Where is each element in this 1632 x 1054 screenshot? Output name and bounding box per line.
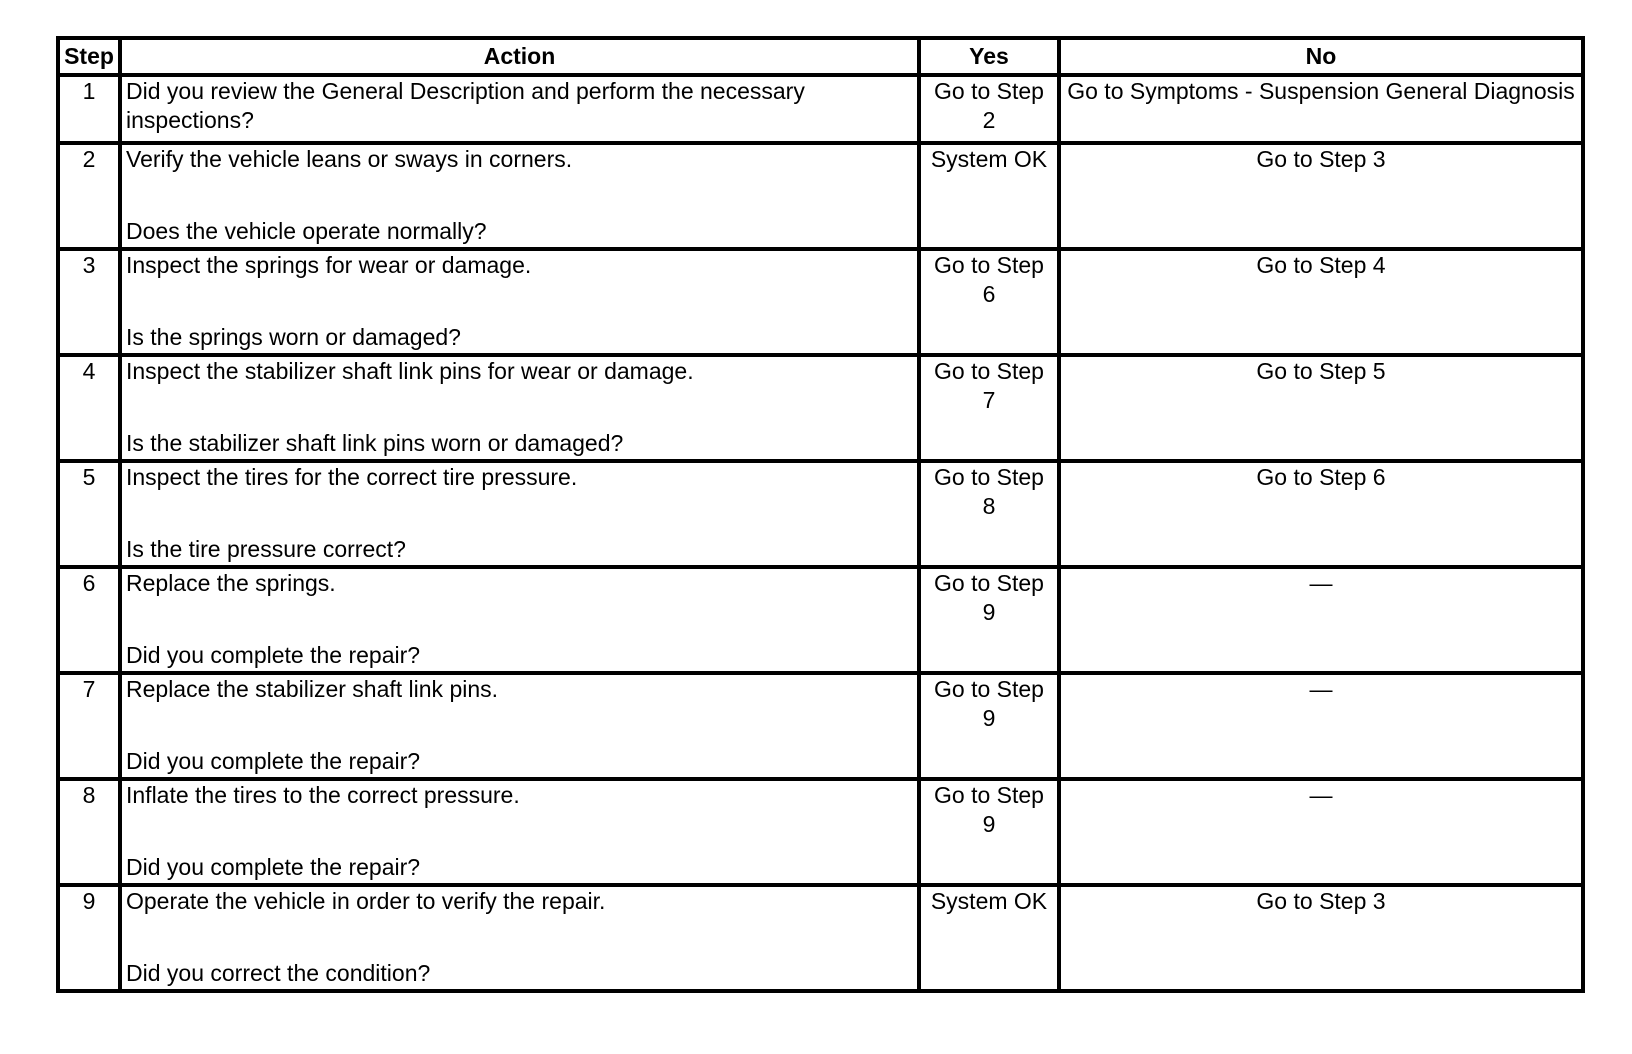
table-row xyxy=(58,567,1583,673)
step-number: 2 xyxy=(58,143,120,249)
no-result: — xyxy=(1059,673,1583,779)
step-number: 4 xyxy=(58,355,120,461)
header-row xyxy=(58,38,1583,75)
header-no: No xyxy=(1059,38,1583,75)
action-text: Replace the stabilizer shaft link pins. xyxy=(126,676,499,702)
action-text: Inspect the stabilizer shaft link pins for wear or damage. xyxy=(126,358,694,384)
header-yes: Yes xyxy=(919,38,1059,75)
no-result: Go to Step 3 xyxy=(1059,143,1583,249)
action-text: Inflate the tires to the correct pressure. xyxy=(126,782,520,808)
action-cell xyxy=(120,355,919,461)
step-number: 8 xyxy=(58,779,120,885)
step-number: 1 xyxy=(58,75,120,143)
diagnostic-table xyxy=(56,36,1585,993)
action-cell xyxy=(120,249,919,355)
step-number: 6 xyxy=(58,567,120,673)
table-row xyxy=(58,461,1583,567)
step-number: 5 xyxy=(58,461,120,567)
table-row xyxy=(58,249,1583,355)
yes-result: System OK xyxy=(919,143,1059,249)
header-step: Step xyxy=(58,38,120,75)
table-row xyxy=(58,779,1583,885)
action-cell xyxy=(120,885,919,991)
table-row xyxy=(58,885,1583,991)
table-row xyxy=(58,75,1583,143)
no-result: — xyxy=(1059,567,1583,673)
yes-result: Go to Step 9 xyxy=(919,673,1059,779)
no-result: Go to Step 4 xyxy=(1059,249,1583,355)
action-cell xyxy=(120,75,919,143)
action-cell xyxy=(120,567,919,673)
no-result: Go to Step 6 xyxy=(1059,461,1583,567)
action-question: Is the tire pressure correct? xyxy=(126,536,406,562)
action-text: Operate the vehicle in order to verify the repair. xyxy=(126,888,606,914)
action-text: Inspect the springs for wear or damage. xyxy=(126,252,532,278)
action-question: Did you correct the condition? xyxy=(126,960,431,986)
action-text: Replace the springs. xyxy=(126,570,336,596)
no-result: Go to Step 5 xyxy=(1059,355,1583,461)
yes-result: Go to Step 9 xyxy=(919,567,1059,673)
no-result: Go to Step 3 xyxy=(1059,885,1583,991)
action-question: Did you complete the repair? xyxy=(126,642,421,668)
table-row xyxy=(58,143,1583,249)
yes-result: System OK xyxy=(919,885,1059,991)
action-cell xyxy=(120,673,919,779)
table-row xyxy=(58,355,1583,461)
action-cell xyxy=(120,461,919,567)
action-text: Did you review the General Description and perform the necessary inspections? xyxy=(126,78,805,133)
no-result: — xyxy=(1059,779,1583,885)
action-question: Did you complete the repair? xyxy=(126,748,421,774)
action-cell xyxy=(120,779,919,885)
action-text: Inspect the tires for the correct tire pressure. xyxy=(126,464,578,490)
action-question: Did you complete the repair? xyxy=(126,854,421,880)
yes-result: Go to Step 2 xyxy=(919,75,1059,143)
action-question: Does the vehicle operate normally? xyxy=(126,218,487,244)
yes-result: Go to Step 6 xyxy=(919,249,1059,355)
step-number: 7 xyxy=(58,673,120,779)
step-number: 3 xyxy=(58,249,120,355)
table-row xyxy=(58,673,1583,779)
action-question: Is the springs worn or damaged? xyxy=(126,324,461,350)
action-text: Verify the vehicle leans or sways in corners. xyxy=(126,146,573,172)
action-question: Is the stabilizer shaft link pins worn or damaged? xyxy=(126,430,624,456)
yes-result: Go to Step 7 xyxy=(919,355,1059,461)
step-number: 9 xyxy=(58,885,120,991)
yes-result: Go to Step 9 xyxy=(919,779,1059,885)
yes-result: Go to Step 8 xyxy=(919,461,1059,567)
header-action: Action xyxy=(120,38,919,75)
no-result: Go to Symptoms - Suspension General Diagnosis xyxy=(1059,75,1583,143)
action-cell xyxy=(120,143,919,249)
